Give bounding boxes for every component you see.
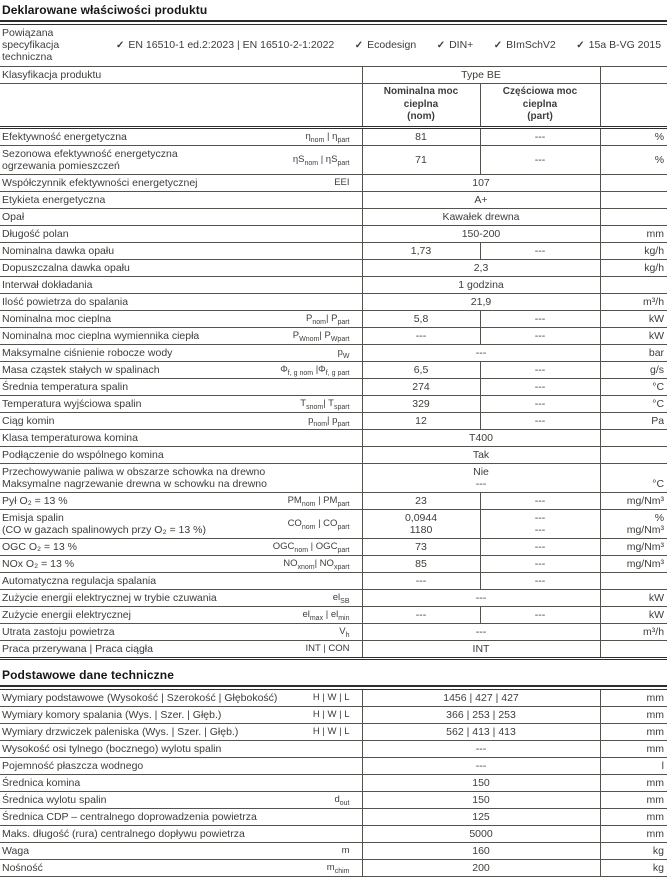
row-unit: mg/Nm³: [600, 538, 667, 555]
related-spec-label: Powiązana specyfikacja techniczna: [2, 27, 60, 63]
row-label-cell: [0, 276, 362, 293]
table-row: [0, 378, 667, 395]
row-symbol: m: [341, 844, 350, 856]
table-row: [0, 706, 667, 723]
row-label: Nominalna moc cieplna wymiennika ciepła: [2, 329, 200, 342]
row-label-cell: [0, 412, 362, 429]
value-nominal: 1,73: [362, 242, 480, 259]
row-symbol: INT | CON: [305, 642, 350, 654]
row-label-cell: [0, 361, 362, 378]
row-symbol: $p_W$: [337, 346, 350, 360]
value-span: ---: [362, 344, 600, 361]
row-symbol: $m_{chim}$: [326, 861, 350, 875]
row-label: Średnia temperatura spalin: [2, 380, 129, 393]
value-partial: --- ---: [480, 509, 600, 538]
value-nominal: 0,0944 1180: [362, 509, 480, 538]
table-row: [0, 225, 667, 242]
row-label-cell: [0, 446, 362, 463]
row-unit: [600, 191, 667, 208]
row-label: Średnica CDP – centralnego doprowadzenia powietrza: [2, 810, 257, 823]
row-label-cell: [0, 127, 362, 145]
classification-value: Type BE: [362, 67, 600, 84]
row-label: Nominalna dawka opału: [2, 244, 115, 257]
classification-unit: [600, 67, 667, 84]
value-nominal: 274: [362, 378, 480, 395]
row-unit: kg: [600, 842, 667, 859]
row-label-cell: [0, 555, 362, 572]
row-unit: Pa: [600, 412, 667, 429]
row-unit: kW: [600, 327, 667, 344]
value-nominal: 329: [362, 395, 480, 412]
value-nominal: ---: [362, 572, 480, 589]
value-span: Tak: [362, 446, 600, 463]
value-partial: ---: [480, 395, 600, 412]
table-row: [0, 842, 667, 859]
value-span: 5000: [362, 825, 600, 842]
row-symbol: H | W | L: [312, 708, 350, 720]
row-unit: mm: [600, 740, 667, 757]
row-label: Wymiary drzwiczek paleniska (Wys. | Szer. | Głęb.): [2, 725, 239, 738]
row-symbol: $\eta S_{nom}$ | $\eta S_{part}$: [292, 153, 350, 167]
row-unit: °C: [600, 463, 667, 492]
value-span: 2,3: [362, 259, 600, 276]
row-label-cell: [0, 463, 362, 492]
row-label: Długość polan: [2, 227, 69, 240]
related-spec-row: [0, 25, 667, 67]
table-row: [0, 463, 667, 492]
row-unit: mm: [600, 808, 667, 825]
value-span: 150: [362, 791, 600, 808]
spec-badge: [355, 39, 416, 52]
value-span: T400: [362, 429, 600, 446]
row-label: Utrata zastoju powietrza: [2, 625, 115, 638]
row-label: Interwał dokładania: [2, 278, 93, 291]
value-span: 1 godzina: [362, 276, 600, 293]
table-row: [0, 344, 667, 361]
row-label-cell: [0, 589, 362, 606]
value-partial: ---: [480, 361, 600, 378]
value-span: 1456 | 427 | 427: [362, 690, 600, 707]
value-nominal: ---: [362, 606, 480, 623]
row-symbol: $PM_{nom}$ | $PM_{part}$: [287, 494, 350, 508]
row-label-cell: [0, 808, 362, 825]
row-label: Temperatura wyjściowa spalin: [2, 397, 142, 410]
row-symbol: H | W | L: [312, 691, 350, 703]
row-label: NOx O₂ = 13 %: [2, 557, 75, 570]
row-label-cell: [0, 492, 362, 509]
value-partial: ---: [480, 242, 600, 259]
table-row: [0, 276, 667, 293]
value-span: 150: [362, 774, 600, 791]
table-row: [0, 690, 667, 707]
row-symbol: $CO_{nom}$ | $CO_{part}$: [287, 517, 350, 531]
spec-badge-label: 15a B-VG 2015: [588, 38, 662, 51]
value-span: ---: [362, 589, 600, 606]
row-label: Wymiary komory spalania (Wys. | Szer. | Głęb.): [2, 708, 222, 721]
header-nominal: Nominalna moc cieplna (nom): [362, 84, 480, 128]
row-unit: mm: [600, 825, 667, 842]
row-label-cell: [0, 378, 362, 395]
value-span: 21,9: [362, 293, 600, 310]
row-label: Opał: [2, 210, 25, 223]
spec-badge: [437, 39, 474, 52]
value-partial: ---: [480, 606, 600, 623]
row-label-cell: [0, 538, 362, 555]
row-label-cell: [0, 640, 362, 658]
row-label-cell: [0, 623, 362, 640]
value-partial: ---: [480, 327, 600, 344]
classification-row: [0, 67, 667, 84]
row-label-cell: [0, 842, 362, 859]
row-symbol: $NO_{xnom}|$ $NO_{xpart}$: [283, 557, 350, 571]
spec-badge-label: EN 16510-1 ed.2:2023 | EN 16510-2-1:2022: [128, 38, 335, 51]
row-label: Pojemność płaszcza wodnego: [2, 759, 144, 772]
table-row: [0, 606, 667, 623]
table-row: [0, 589, 667, 606]
row-label: Ciąg komin: [2, 414, 55, 427]
row-unit: mm: [600, 706, 667, 723]
table-row: [0, 208, 667, 225]
row-label: Sezonowa efektywność energetyczna ogrzewania pomieszczeń: [2, 147, 178, 172]
row-unit: [600, 572, 667, 589]
table-row: [0, 723, 667, 740]
related-spec-badges: [108, 39, 665, 52]
table-row: [0, 395, 667, 412]
value-nominal: 71: [362, 145, 480, 174]
value-span: 150-200: [362, 225, 600, 242]
value-span: 125: [362, 808, 600, 825]
value-span: 366 | 253 | 253: [362, 706, 600, 723]
table-row: [0, 429, 667, 446]
row-label: Klasa temperaturowa komina: [2, 431, 138, 444]
row-label: Waga: [2, 844, 30, 857]
row-label: Ilość powietrza do spalania: [2, 295, 129, 308]
row-symbol: $P_{Wnom}|$ $P_{Wpart}$: [292, 329, 350, 343]
value-span: 107: [362, 174, 600, 191]
row-unit: kW: [600, 589, 667, 606]
table-row: [0, 859, 667, 876]
row-label: Emisja spalin (CO w gazach spalinowych przy O₂ = 13 %): [2, 511, 206, 536]
row-label-cell: [0, 757, 362, 774]
header-partial: Częściowa moc cieplna (part): [480, 84, 600, 128]
row-unit: kg: [600, 859, 667, 876]
row-unit: l: [600, 757, 667, 774]
row-label-cell: [0, 145, 362, 174]
row-unit: kg/h: [600, 242, 667, 259]
table-row: [0, 623, 667, 640]
table-row: [0, 412, 667, 429]
row-label-cell: [0, 791, 362, 808]
row-unit: [600, 276, 667, 293]
row-unit: °C: [600, 378, 667, 395]
value-nominal: 73: [362, 538, 480, 555]
header-empty-cell: [0, 84, 362, 128]
technical-data-table: [0, 690, 667, 877]
row-label-cell: [0, 859, 362, 876]
row-unit: mg/Nm³: [600, 492, 667, 509]
table-row: [0, 808, 667, 825]
row-label-cell: [0, 774, 362, 791]
row-label: Dopuszczalna dawka opału: [2, 261, 130, 274]
check-icon: ✓: [116, 39, 125, 51]
value-span: 200: [362, 859, 600, 876]
value-span: ---: [362, 740, 600, 757]
section-title-technical-data: Podstawowe dane techniczne: [2, 667, 174, 682]
check-icon: ✓: [576, 39, 585, 51]
row-label-cell: [0, 706, 362, 723]
row-label: Wymiary podstawowe (Wysokość | Szerokość | Głębokość): [2, 691, 278, 704]
table-row: [0, 740, 667, 757]
row-symbol: $p_{nom}|$ $p_{part}$: [308, 414, 350, 428]
row-unit: kW: [600, 606, 667, 623]
spec-badge: [494, 39, 556, 52]
table-row: [0, 555, 667, 572]
row-label-cell: [0, 293, 362, 310]
row-symbol: $d_{out}$: [334, 793, 350, 807]
spec-badge-label: Ecodesign: [367, 38, 417, 51]
table-row: [0, 174, 667, 191]
value-nominal: 81: [362, 127, 480, 145]
section-title-declared-properties: Deklarowane właściwości produktu: [2, 3, 208, 17]
row-label: Średnica komina: [2, 776, 81, 789]
table-row: [0, 492, 667, 509]
row-unit: m³/h: [600, 623, 667, 640]
table-row: [0, 361, 667, 378]
table-row: [0, 259, 667, 276]
value-nominal: 85: [362, 555, 480, 572]
row-label: Maksymalne ciśnienie robocze wody: [2, 346, 173, 359]
table-row: [0, 538, 667, 555]
row-symbol: $\eta_{nom}$ | $\eta_{part}$: [305, 130, 350, 144]
table-row: [0, 242, 667, 259]
row-symbol: $V_h$: [339, 625, 350, 639]
value-nominal: 23: [362, 492, 480, 509]
table-row: [0, 293, 667, 310]
row-label-cell: [0, 509, 362, 538]
row-symbol: $P_{nom}|$ $P_{part}$: [306, 312, 350, 326]
row-unit: [600, 446, 667, 463]
row-label-cell: [0, 740, 362, 757]
value-nominal: 12: [362, 412, 480, 429]
check-icon: ✓: [436, 39, 446, 51]
row-unit: [600, 208, 667, 225]
row-unit: [600, 429, 667, 446]
row-label-cell: [0, 259, 362, 276]
spec-badge-label: BImSchV2: [506, 38, 556, 51]
table-row: [0, 327, 667, 344]
check-icon: ✓: [354, 39, 364, 51]
row-label: Maks. długość (rura) centralnego dopływu powietrza: [2, 827, 245, 840]
row-label-cell: [0, 344, 362, 361]
value-nominal: ---: [362, 327, 480, 344]
row-label: Podłączenie do wspólnego komina: [2, 448, 164, 461]
row-label-cell: [0, 208, 362, 225]
related-spec-cell: [0, 25, 667, 67]
row-unit: m³/h: [600, 293, 667, 310]
row-symbol: H | W | L: [312, 725, 350, 737]
row-label: Współczynnik efektywności energetycznej: [2, 176, 198, 189]
table-row: [0, 310, 667, 327]
check-icon: ✓: [493, 39, 503, 51]
row-symbol: $T_{snom}|$ $T_{spart}$: [300, 397, 350, 411]
row-symbol: EEI: [334, 176, 350, 188]
value-nominal: 5,8: [362, 310, 480, 327]
table-row: [0, 191, 667, 208]
row-label-cell: [0, 572, 362, 589]
row-label: Zużycie energii elektrycznej w trybie czuwania: [2, 591, 217, 604]
row-unit: [600, 640, 667, 658]
spec-badge-label: DIN+: [449, 38, 474, 51]
column-header-row: [0, 84, 667, 128]
row-unit: mm: [600, 690, 667, 707]
row-label: Nominalna moc cieplna: [2, 312, 112, 325]
row-unit: mm: [600, 225, 667, 242]
row-label: OGC O₂ = 13 %: [2, 540, 77, 553]
value-span: ---: [362, 757, 600, 774]
table-row: [0, 145, 667, 174]
row-label-cell: [0, 191, 362, 208]
value-span: Nie ---: [362, 463, 600, 492]
row-unit: %: [600, 145, 667, 174]
table-row: [0, 640, 667, 658]
row-label: Pył O₂ = 13 %: [2, 494, 68, 507]
value-span: 160: [362, 842, 600, 859]
row-unit: kg/h: [600, 259, 667, 276]
value-partial: ---: [480, 378, 600, 395]
row-unit: g/s: [600, 361, 667, 378]
row-unit: mg/Nm³: [600, 555, 667, 572]
value-partial: ---: [480, 492, 600, 509]
value-partial: ---: [480, 127, 600, 145]
row-symbol: $OGC_{nom}$ | $OGC_{part}$: [272, 540, 350, 554]
row-label-cell: [0, 242, 362, 259]
row-label: Efektywność energetyczna: [2, 130, 127, 143]
row-label-cell: [0, 723, 362, 740]
value-span: INT: [362, 640, 600, 658]
row-label: Przechowywanie paliwa w obszarze schowka na drewno Maksymalne nagrzewanie drewna w schowku na drewno: [2, 465, 267, 490]
table-row: [0, 127, 667, 145]
row-symbol: $el_{max}$ | $el_{min}$: [302, 608, 350, 622]
classification-label: Klasyfikacja produktu: [0, 67, 362, 84]
table-row: [0, 791, 667, 808]
value-partial: ---: [480, 555, 600, 572]
row-label-cell: [0, 310, 362, 327]
row-label: Masa cząstek stałych w spalinach: [2, 363, 160, 376]
row-label-cell: [0, 429, 362, 446]
row-unit: % mg/Nm³: [600, 509, 667, 538]
table-row: [0, 572, 667, 589]
table-row: [0, 774, 667, 791]
value-partial: ---: [480, 310, 600, 327]
row-label-cell: [0, 327, 362, 344]
row-label-cell: [0, 825, 362, 842]
row-unit: °C: [600, 395, 667, 412]
row-label: Średnica wylotu spalin: [2, 793, 107, 806]
row-unit: kW: [600, 310, 667, 327]
row-label-cell: [0, 174, 362, 191]
value-nominal: 6,5: [362, 361, 480, 378]
row-label: Nośność: [2, 861, 43, 874]
spec-badge: [576, 39, 661, 52]
spec-badge: [116, 39, 334, 52]
value-span: Kawałek drewna: [362, 208, 600, 225]
row-unit: mm: [600, 774, 667, 791]
value-partial: ---: [480, 538, 600, 555]
row-label-cell: [0, 395, 362, 412]
row-unit: mm: [600, 723, 667, 740]
value-span: 562 | 413 | 413: [362, 723, 600, 740]
row-label: Etykieta energetyczna: [2, 193, 106, 206]
row-label: Automatyczna regulacja spalania: [2, 574, 157, 587]
value-partial: ---: [480, 145, 600, 174]
table-row: [0, 757, 667, 774]
row-symbol: $el_{SB}$: [332, 591, 350, 605]
row-unit: mm: [600, 791, 667, 808]
table-row: [0, 825, 667, 842]
row-unit: [600, 174, 667, 191]
declared-properties-table: [0, 25, 667, 660]
value-partial: ---: [480, 412, 600, 429]
value-span: A+: [362, 191, 600, 208]
row-unit: %: [600, 127, 667, 145]
row-label: Praca przerywana | Praca ciągła: [2, 642, 153, 655]
table-row: [0, 509, 667, 538]
row-label-cell: [0, 690, 362, 707]
value-partial: ---: [480, 572, 600, 589]
row-label-cell: [0, 225, 362, 242]
row-label-cell: [0, 606, 362, 623]
value-span: ---: [362, 623, 600, 640]
row-symbol: $\Phi_{f, g nom}$ $|\Phi_{f, g part}$: [280, 363, 350, 377]
row-unit: bar: [600, 344, 667, 361]
table-row: [0, 446, 667, 463]
row-label: Wysokość osi tylnego (bocznego) wylotu spalin: [2, 742, 222, 755]
header-unit-cell: [600, 84, 667, 128]
row-label: Zużycie energii elektrycznej: [2, 608, 131, 621]
